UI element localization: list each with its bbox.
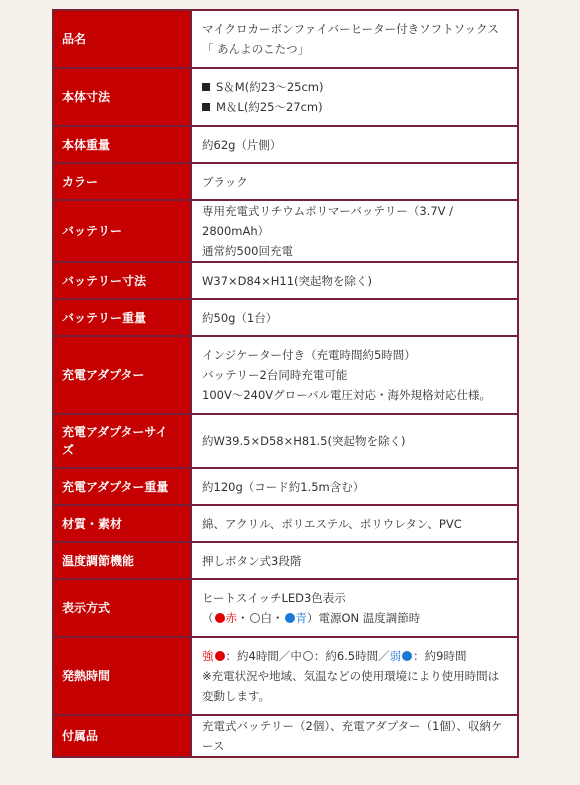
row-value: W37×D84×H11(突起物を除く) <box>190 263 517 298</box>
row-label: 発熱時間 <box>54 638 190 714</box>
spec-row-material <box>54 506 517 541</box>
row-value: ブラック <box>190 164 517 199</box>
blue-led-icon <box>402 651 412 661</box>
row-value: ヒートスイッチLED3色表示 （ 赤・ 白・ 青）電源ON 温度調節時 <box>190 580 517 636</box>
spec-row-temperature <box>54 543 517 578</box>
blue-led-icon <box>285 613 295 623</box>
row-value: S＆M(約23～25cm) M＆L(約25～27cm) <box>190 69 517 125</box>
spec-table <box>54 9 517 758</box>
row-label: 充電アダプター重量 <box>54 469 190 504</box>
row-label: 表示方式 <box>54 580 190 636</box>
row-value: 強 ：約4時間／中 ：約6.5時間／弱 ：約9時間 ※充電状況や地域、気温などの使用環境により使用時間は 変動します。 <box>190 638 517 714</box>
red-led-icon <box>215 613 225 623</box>
white-led-icon <box>303 651 313 661</box>
spec-row-battery <box>54 201 517 261</box>
row-label: 充電アダプターサイズ <box>54 415 190 467</box>
spec-row-size <box>54 69 517 125</box>
row-value: 約W39.5×D58×H81.5(突起物を除く) <box>190 415 517 467</box>
spec-row-battery-size <box>54 263 517 298</box>
spec-table-frame <box>52 9 519 758</box>
square-bullet-icon <box>202 103 210 111</box>
row-label: バッテリー <box>54 201 190 261</box>
white-led-icon <box>250 613 260 623</box>
spec-row-accessories <box>54 716 517 756</box>
spec-row-display <box>54 580 517 636</box>
spec-row-weight <box>54 127 517 162</box>
row-label: カラー <box>54 164 190 199</box>
row-value: 約120g（コード約1.5m含む） <box>190 469 517 504</box>
spec-row-battery-weight <box>54 300 517 335</box>
spec-row-heat-time <box>54 638 517 714</box>
row-label: 付属品 <box>54 716 190 756</box>
row-value: インジケーター付き（充電時間約5時間） バッテリー2台同時充電可能 100V～240Vグローバル電圧対応・海外規格対応仕様。 <box>190 337 517 413</box>
spec-row-adapter-weight <box>54 469 517 504</box>
row-label: バッテリー寸法 <box>54 263 190 298</box>
row-label: 本体重量 <box>54 127 190 162</box>
spec-row-name <box>54 11 517 67</box>
row-value: 約50g（1台） <box>190 300 517 335</box>
row-label: 温度調節機能 <box>54 543 190 578</box>
row-label: 本体寸法 <box>54 69 190 125</box>
red-led-icon <box>215 651 225 661</box>
square-bullet-icon <box>202 83 210 91</box>
row-value: 押しボタン式3段階 <box>190 543 517 578</box>
row-label: 品名 <box>54 11 190 67</box>
row-value: 約62g（片側） <box>190 127 517 162</box>
row-value: 専用充電式リチウムポリマーバッテリー（3.7V / 2800mAh） 通常約500回充電 <box>190 201 517 261</box>
row-value: マイクロカーボンファイバーヒーター付きソフトソックス 「 あんよのこたつ」 <box>190 11 517 67</box>
row-label: 材質・素材 <box>54 506 190 541</box>
spec-row-color <box>54 164 517 199</box>
row-value: 綿、アクリル、ポリエステル、ポリウレタン、PVC <box>190 506 517 541</box>
row-value: 充電式バッテリー（2個）、充電アダプター（1個）、収納ケース <box>190 716 517 756</box>
row-label: 充電アダプター <box>54 337 190 413</box>
spec-row-adapter-size <box>54 415 517 467</box>
spec-row-adapter <box>54 337 517 413</box>
row-label: バッテリー重量 <box>54 300 190 335</box>
